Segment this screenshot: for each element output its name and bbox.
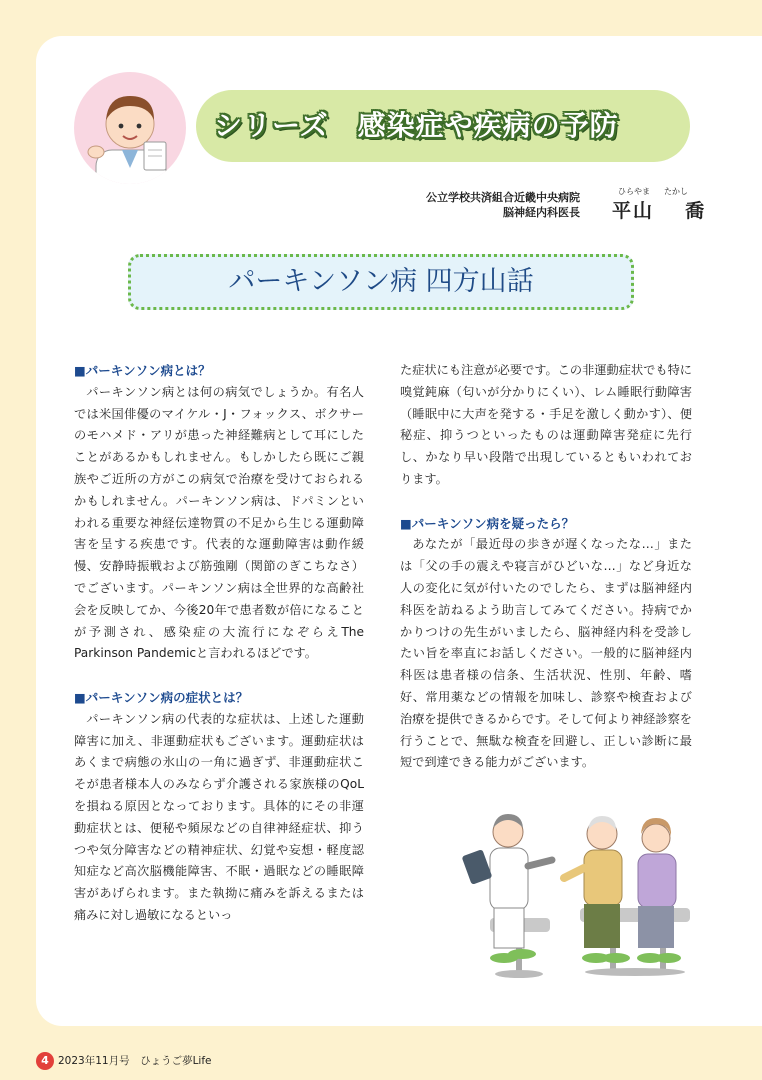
affiliation-line1: 公立学校共済組合近畿中央病院 xyxy=(426,191,580,204)
name-given: 喬 xyxy=(685,200,707,222)
series-title: シリーズ 感染症や疾病の予防 xyxy=(214,109,619,142)
section-body-what: パーキンソン病とは何の病気でしょうか。有名人では米国俳優のマイケル・J・フォックス、ボクサーのモハメド・アリが患った神経難病として耳にしたことがあるかもしれません。もしかしたら既にご親族やご近所の方がこの病気で治療を受けておられるかもしれません。パーキンソン病は、ドパミンといわれる重要な神経伝達物質の不足から生じる運動障害を呈する疾患です。代表的な運動障害は動作緩慢、安静時振戦および筋強剛（関節のぎこちなさ）でございます。パーキンソン病は全世界的な高齢社会を反映してか、今後20年で患者数が倍になることが予測され、感染症の大流行になぞらえThe Parkinson Pandemicと言われるほどです。 xyxy=(74,384,364,661)
affiliation-line2: 脳神経内科医長 xyxy=(503,206,580,219)
footer-issue: 2023年11月号 ひょうご夢Life xyxy=(58,1055,212,1067)
author-name xyxy=(612,196,707,223)
section-heading-suspect: ■パーキンソン病を疑ったら？ xyxy=(400,515,575,531)
article-title: パーキンソン病 四方山話 xyxy=(228,266,534,297)
section-body-suspect: あなたが「最近母の歩きが遅くなったな…」または「父の手の震えや寝言がひどいな…」など身近な人の変化に気が付いたのでしたら、まずは脳神経内科医を訪ねるよう助言してみてください。持病でかかりつけの先生がいましたら、脳神経内科を受診したい旨を率直にお話しください。一般的に脳神経内科医は患者様の信条、生活状況、性別、年齢、嗜好、常用薬などの情報を加味し、診察や検査および治療を提供できるからです。そして何より神経診察を行うことで、無駄な検査を回避し、正しい診断に最短で到達できる能力がございます。 xyxy=(400,537,692,770)
doctor-icon xyxy=(74,72,186,184)
section-heading-what: ■パーキンソン病とは？ xyxy=(74,363,211,378)
ruby-family: ひらやま xyxy=(618,187,650,196)
name-family: 平山 xyxy=(612,200,655,222)
left-column xyxy=(74,360,364,927)
section-body-symptoms: パーキンソン病の代表的な症状は、上述した運動障害に加え、非運動症状もございます。運動症状はあくまで病態の氷山の一角に過ぎず、非運動症状こそが患者様本人のみならず介護される家族様のQoLを損ねる原因となっております。具体的にその非運動症状とは、便秘や頻尿などの自律神経症状、抑うつや気分障害などの精神症状、幻覚や妄想・軽度認知症など高次脳機能障害、不眠・過眠などの睡眠障害があげられます。また執拗に痛みを訴えるまたは痛みに対し過敏になるといっ xyxy=(74,711,364,922)
author-affiliation xyxy=(408,190,580,220)
page-number-badge: 4 xyxy=(36,1052,54,1070)
section-body-symptoms-cont: た症状にも注意が必要です。この非運動症状でも特に嗅覚鈍麻（匂いが分かりにくい）、レム睡眠行動障害（睡眠中に大声を発する・手足を激しく動かす）、便秘症、抑うつといったものは運動障害発症に先行し、かなり早い段階で出現しているともいわれております。 xyxy=(400,363,692,486)
section-heading-symptoms: ■パーキンソン病の症状とは？ xyxy=(74,689,249,705)
doctor-avatar xyxy=(74,72,186,184)
right-column xyxy=(400,360,692,774)
ruby-given: たかし xyxy=(664,187,688,196)
consultation-illustration xyxy=(460,808,696,980)
